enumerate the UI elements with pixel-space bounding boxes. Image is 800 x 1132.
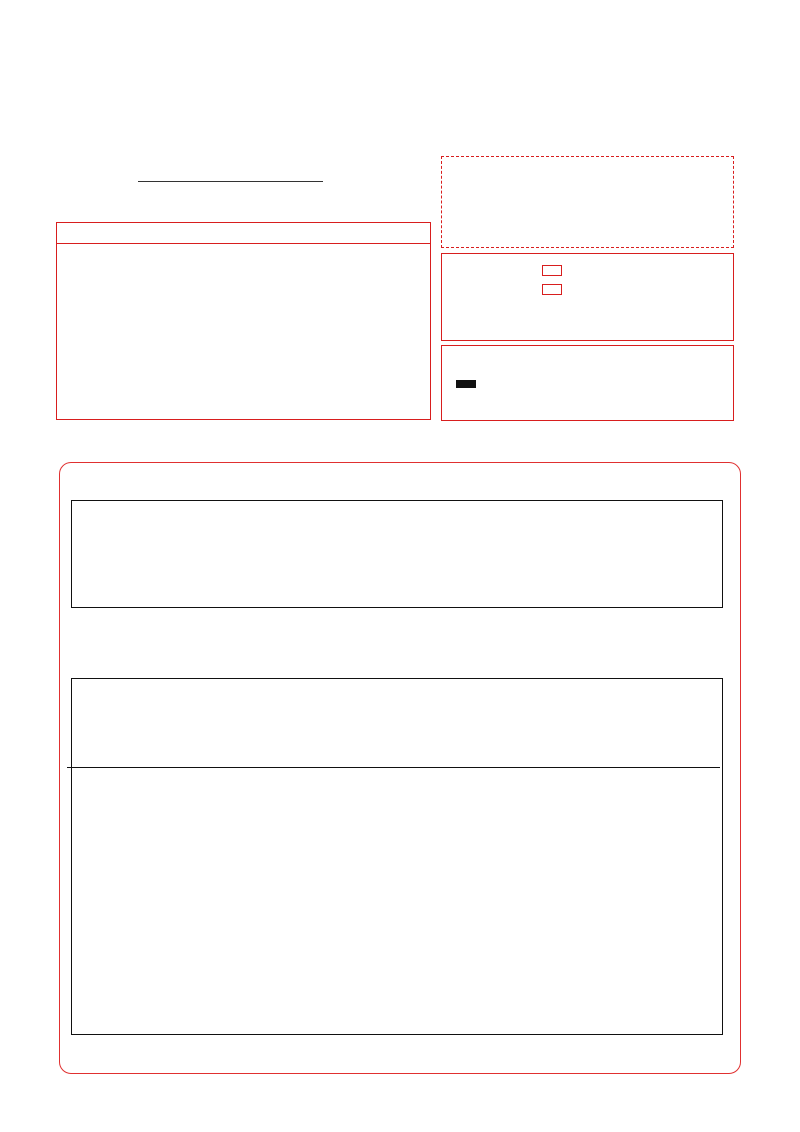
violation-mark-row — [530, 281, 562, 296]
answer-space-2[interactable] — [389, 870, 709, 1020]
wrong-example-row — [452, 396, 460, 411]
notice-title — [57, 223, 430, 244]
choice-section — [71, 500, 723, 608]
absent-mark-row — [530, 262, 562, 277]
name-field[interactable] — [138, 180, 323, 182]
fill-example-box — [441, 345, 734, 421]
examinee-forbidden-box — [441, 253, 734, 341]
notice-box — [56, 222, 431, 420]
violation-mark-box[interactable] — [542, 284, 562, 295]
filled-mark — [456, 380, 476, 388]
answer-space-1[interactable] — [86, 870, 376, 1020]
barcode-area — [441, 156, 734, 248]
absent-mark-box[interactable] — [542, 265, 562, 276]
section-divider — [67, 767, 720, 768]
correct-example-row — [452, 375, 476, 390]
